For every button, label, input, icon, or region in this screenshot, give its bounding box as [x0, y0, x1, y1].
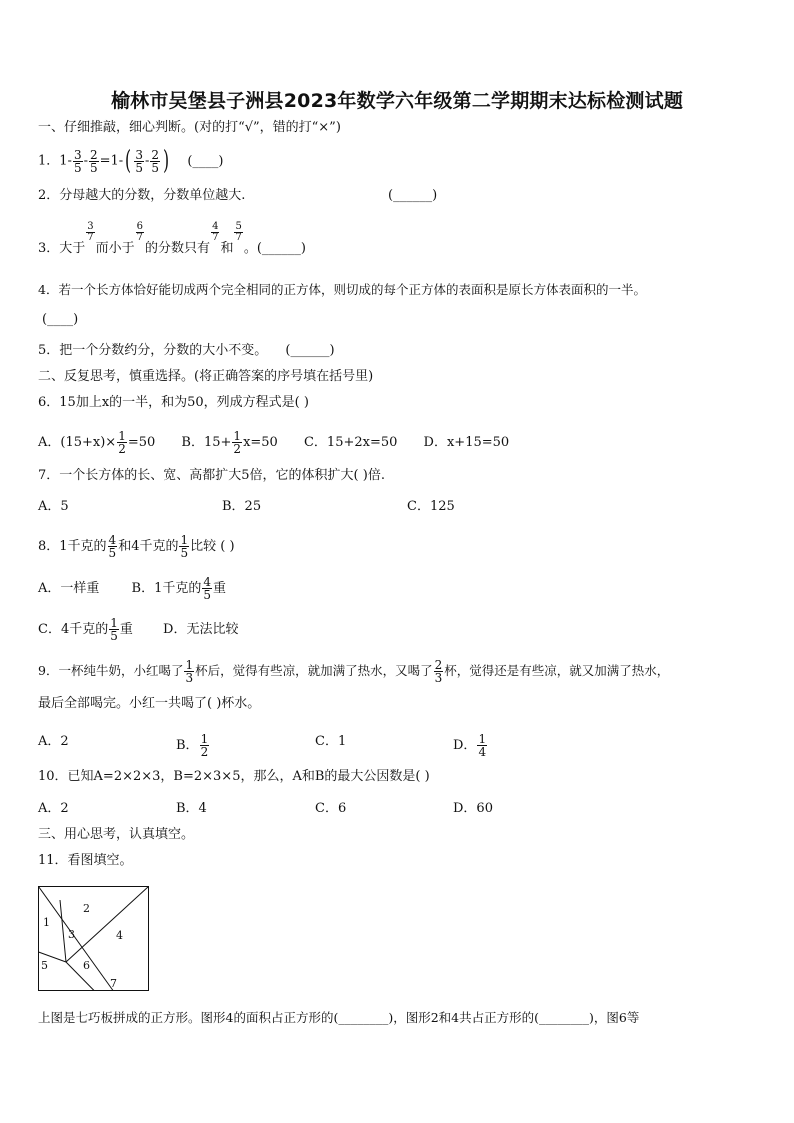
option-a[interactable]: A．2 — [38, 734, 69, 749]
option-b[interactable]: B．4 — [176, 801, 207, 816]
fraction: $\frac{4}{5}$ — [108, 533, 117, 560]
question-7: 7．一个长方体的长、宽、高都扩大5倍，它的体积扩大( )倍. — [38, 468, 385, 483]
option-d[interactable]: D．60 — [453, 801, 493, 816]
fraction: $\frac{5}{7}$ — [235, 221, 242, 243]
option-c[interactable]: C．1 — [315, 734, 347, 749]
tangram-line — [60, 900, 66, 962]
question-1: 1．1- $\frac{3}{5}$ - $\frac{2}{5}$ =1-( $\frac{3}{5}$ - $\frac{2}{5}$ ) (____) — [38, 146, 224, 176]
option-a[interactable]: A．一样重 — [38, 581, 100, 596]
question-2: 2．分母越大的分数，分数单位越大. — [38, 188, 246, 203]
fraction: $\frac{3}{5}$ — [135, 147, 143, 175]
option-a[interactable]: A．2 — [38, 801, 69, 816]
fraction: $\frac{1}{2}$ — [200, 732, 209, 759]
question-9-line2: 最后全部喝完。小红一共喝了( )杯水。 — [38, 696, 261, 711]
question-4: 4．若一个长方体恰好能切成两个完全相同的正方体，则切成的每个正方体的表面积是原长方体表面积的一半。 — [38, 282, 646, 297]
tangram-label: 4 — [116, 929, 123, 942]
page-title: 榆林市吴堡县子洲县2023年数学六年级第二学期期末达标检测试题 — [110, 90, 684, 112]
option-b[interactable]: B．1千克的 $\frac{4}{5}$ 重 — [131, 575, 227, 602]
tangram-line — [39, 887, 114, 991]
question-3: 3．大于 $\frac{3}{7}$ 而小于 $\frac{6}{7}$ 的分数只有 $\frac{4}{7}$ 和 $\frac{5}{7}$ 。(______) — [38, 221, 306, 256]
answer-blank[interactable]: 。(______) — [243, 241, 306, 256]
fraction: $\frac{1}{5}$ — [110, 616, 118, 643]
fraction: $\frac{1}{5}$ — [180, 533, 189, 560]
option-c[interactable]: C．6 — [315, 801, 347, 816]
answer-blank[interactable]: (______) — [285, 343, 335, 358]
tangram-figure — [38, 886, 150, 992]
fraction: $\frac{1}{2}$ — [233, 429, 242, 456]
option-b[interactable]: B．15+ $\frac{1}{2}$ x=50 — [181, 429, 278, 456]
option-d[interactable]: D．无法比较 — [163, 622, 239, 637]
fraction: $\frac{2}{3}$ — [434, 658, 443, 685]
fraction: $\frac{4}{7}$ — [212, 221, 219, 243]
option-c[interactable]: C．4千克的 $\frac{1}{5}$ 重 — [38, 616, 133, 643]
option-a[interactable]: A．(15+x)× $\frac{1}{2}$ =50 — [38, 429, 156, 456]
fraction: $\frac{2}{5}$ — [151, 147, 160, 175]
fraction: $\frac{6}{7}$ — [136, 221, 144, 243]
question-6: 6．15加上x的一半，和为50，列成方程式是( ) — [38, 395, 309, 410]
section3-heading: 三、用心思考，认真填空。 — [38, 827, 195, 842]
tangram-label: 1 — [43, 916, 50, 929]
answer-blank[interactable]: (____) — [42, 312, 79, 327]
option-d[interactable]: D． $\frac{1}{4}$ — [453, 732, 487, 759]
option-c[interactable]: C．15+2x=50 — [303, 435, 398, 450]
fraction: $\frac{3}{5}$ — [73, 147, 82, 175]
question-8-options-cd — [38, 617, 238, 642]
option-b[interactable]: B．25 — [222, 499, 262, 514]
fraction: $\frac{1}{2}$ — [118, 429, 126, 456]
question-5: 5．把一个分数约分，分数的大小不变。 (______) — [38, 343, 335, 358]
option-b[interactable]: B． $\frac{1}{2}$ — [176, 732, 209, 759]
fraction: $\frac{4}{5}$ — [203, 575, 211, 602]
tangram-line — [66, 887, 149, 963]
question-11: 11．看图填空。 — [38, 853, 133, 868]
tangram-label: 2 — [83, 902, 90, 915]
question-9: 9．一杯纯牛奶，小红喝了 $\frac{1}{3}$ 杯后，觉得有些凉，就加满了热水，又喝了 $\frac{2}{3}$ 杯，觉得还是有些凉，就又加满了热水， — [38, 658, 670, 685]
question-8-options-ab — [38, 576, 226, 601]
fraction: $\frac{2}{5}$ — [90, 147, 98, 175]
tangram-label: 6 — [83, 959, 90, 972]
answer-blank[interactable]: (____) — [187, 153, 224, 169]
section2-heading: 二、反复思考，慎重选择。(将正确答案的序号填在括号里) — [38, 369, 374, 384]
fraction: $\frac{1}{3}$ — [185, 658, 194, 685]
tangram-label: 7 — [110, 977, 117, 990]
fraction: $\frac{1}{4}$ — [478, 732, 487, 759]
question-6-options — [38, 430, 509, 455]
question-10: 10．已知A=2×2×3，B=2×3×5，那么，A和B的最大公因数是( ) — [38, 769, 430, 784]
question-11-body: 上图是七巧板拼成的正方形。图形4的面积占正方形的(________)，图形2和4共占正方形的(________)，图6等 — [38, 1010, 640, 1025]
option-c[interactable]: C．125 — [407, 499, 455, 514]
option-d[interactable]: D．x+15=50 — [423, 435, 510, 450]
answer-blank[interactable]: (______) — [388, 188, 438, 203]
option-a[interactable]: A．5 — [38, 499, 69, 514]
fraction: $\frac{3}{7}$ — [87, 221, 94, 243]
tangram-label: 5 — [41, 959, 48, 972]
tangram-label: 3 — [68, 928, 75, 941]
question-8: 8．1千克的 $\frac{4}{5}$ 和4千克的 $\frac{1}{5}$ 比较 ( ) — [38, 533, 235, 560]
section1-heading: 一、仔细推敲，细心判断。(对的打“√”，错的打“×”) — [38, 120, 341, 135]
